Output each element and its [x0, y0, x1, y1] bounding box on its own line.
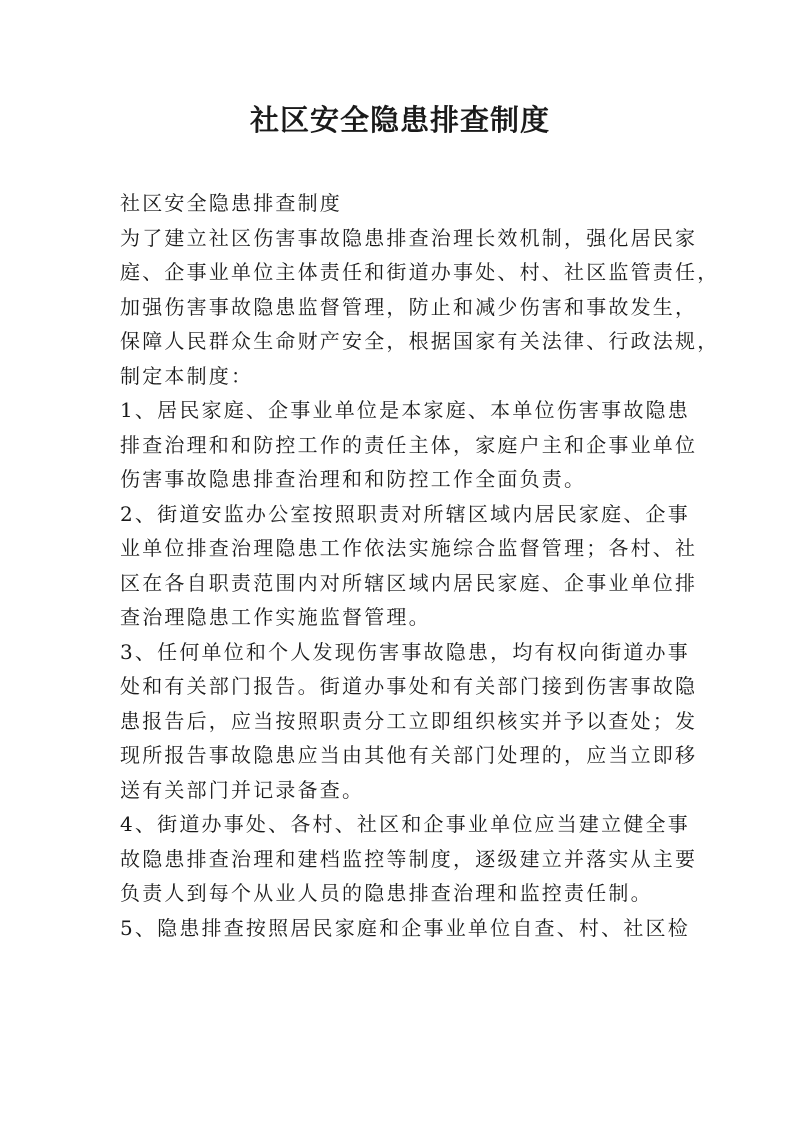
body-line: 查治理隐患工作实施监督管理。: [120, 605, 431, 629]
body-line: 1、居民家庭、企事业单位是本家庭、本单位伤害事故隐患: [120, 398, 690, 422]
body-line: 处和有关部门报告。街道办事处和有关部门接到伤害事故隐: [120, 674, 698, 698]
body-line: 4、街道办事处、各村、社区和企事业单位应当建立健全事: [120, 812, 690, 836]
body-line: 业单位排查治理隐患工作依法实施综合监督管理；各村、社: [120, 536, 698, 560]
body-line: 5、隐患排查按照居民家庭和企事业单位自查、村、社区检: [120, 915, 690, 940]
body-line: 排查治理和和防控工作的责任主体，家庭户主和企事业单位: [120, 432, 698, 457]
body-line: 区在各自职责范围内对所辖区域内居民家庭、企事业单位排: [120, 570, 698, 595]
body-line: 故隐患排查治理和建档监控等制度，逐级建立并落实从主要: [120, 846, 698, 871]
document-title: 社区安全隐患排查制度: [249, 103, 550, 137]
body-line: 2、街道安监办公室按照职责对所辖区域内居民家庭、企事: [120, 501, 690, 526]
body-line: 保障人民群众生命财产安全，根据国家有关法律、行政法规，: [120, 329, 720, 353]
body-line: 患报告后，应当按照职责分工立即组织核实并予以查处；发: [120, 708, 698, 733]
body-line: 加强伤害事故隐患监督管理，防止和减少伤害和事故发生，: [120, 294, 698, 319]
body-line: 社区安全隐患排查制度: [120, 191, 342, 215]
body-line: 现所报告事故隐患应当由其他有关部门处理的，应当立即移: [120, 743, 698, 767]
body-line: 送有关部门并记录备查。: [120, 777, 365, 802]
body-line: 伤害事故隐患排查治理和和防控工作全面负责。: [120, 467, 587, 491]
body-line: 庭、企事业单位主体责任和街道办事处、村、社区监管责任，: [120, 260, 720, 284]
body-line: 负责人到每个从业人员的隐患排查治理和监控责任制。: [120, 881, 653, 905]
body-line: 为了建立社区伤害事故隐患排查治理长效机制，强化居民家: [120, 225, 698, 250]
document-body: [120, 186, 720, 945]
body-line: 3、任何单位和个人发现伤害事故隐患，均有权向街道办事: [120, 639, 690, 664]
body-line: 制定本制度：: [120, 363, 254, 388]
